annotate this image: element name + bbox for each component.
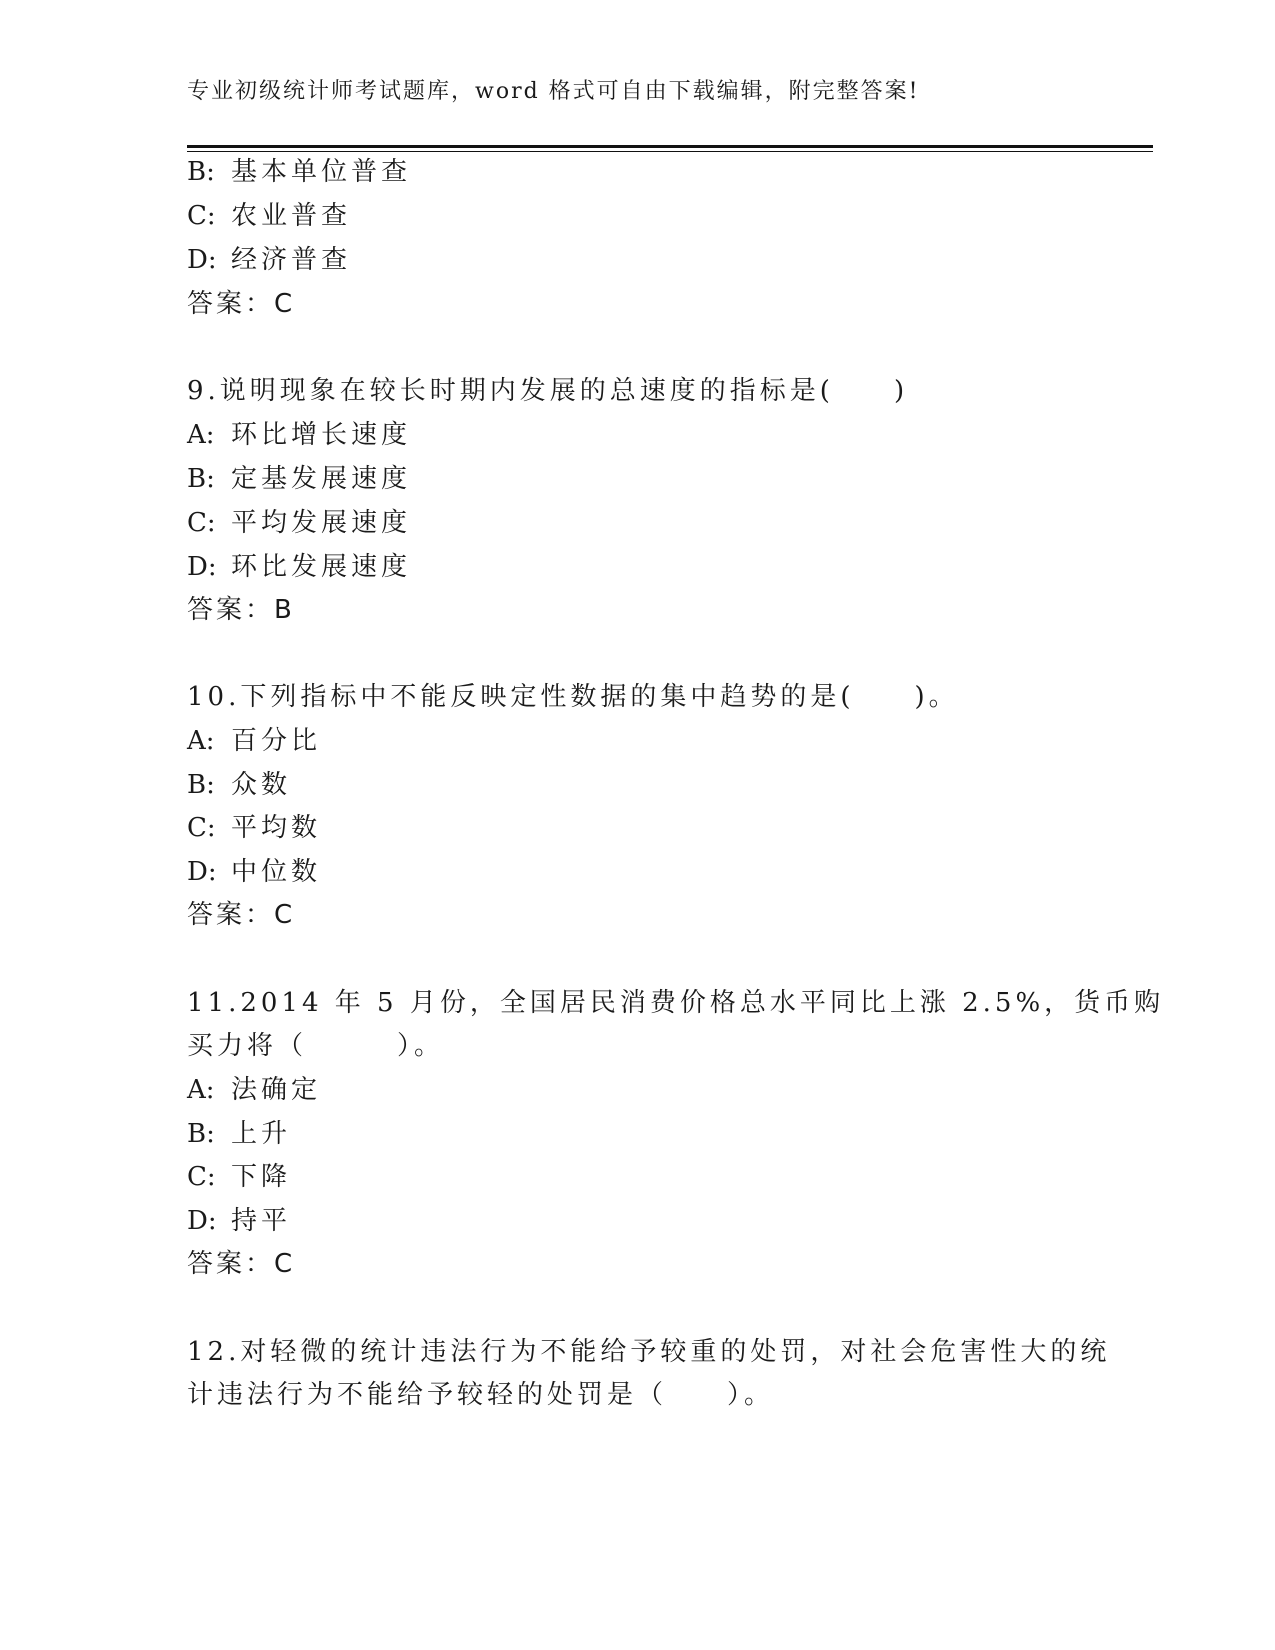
header-rule-thin xyxy=(187,151,1153,152)
option-line xyxy=(187,1117,291,1151)
option-letter: B: xyxy=(187,1119,215,1149)
option-line xyxy=(187,811,321,845)
option-letter: D: xyxy=(187,1206,217,1236)
option-line xyxy=(187,155,411,189)
answer-line: 答案：C xyxy=(187,289,296,319)
question-stem: 10.下列指标中不能反映定性数据的集中趋势的是( )。 xyxy=(187,682,959,712)
option-letter: C: xyxy=(187,1162,216,1192)
option-text: 基本单位普查 xyxy=(231,157,412,187)
option-line xyxy=(187,462,411,496)
option-letter: B: xyxy=(187,770,215,800)
option-line xyxy=(187,855,321,889)
option-letter: A: xyxy=(187,726,215,756)
question-stem-continued: 买力将（ ）。 xyxy=(187,1031,445,1061)
header-rule-thick xyxy=(187,145,1153,148)
option-text: 中位数 xyxy=(231,857,322,887)
option-line xyxy=(187,1073,321,1107)
question-stem-continued: 计违法行为不能给予较轻的处罚是（ ）。 xyxy=(187,1380,775,1410)
option-text: 平均数 xyxy=(231,813,322,843)
option-letter: B: xyxy=(187,157,215,187)
option-line xyxy=(187,550,411,584)
question-stem: 9.说明现象在较长时期内发展的总速度的指标是( ) xyxy=(187,376,909,406)
answer-line: 答案：C xyxy=(187,900,296,930)
option-line xyxy=(187,1204,291,1238)
option-letter: A: xyxy=(187,420,215,450)
option-text: 下降 xyxy=(231,1162,292,1192)
option-line xyxy=(187,243,351,277)
option-line xyxy=(187,418,411,452)
option-line xyxy=(187,768,291,802)
option-text: 众数 xyxy=(231,770,292,800)
answer-line: 答案：C xyxy=(187,1249,296,1279)
option-line xyxy=(187,724,321,758)
option-letter: D: xyxy=(187,857,217,887)
option-letter: D: xyxy=(187,245,217,275)
answer-line: 答案：B xyxy=(187,595,295,625)
option-letter: C: xyxy=(187,813,216,843)
option-letter: D: xyxy=(187,552,217,582)
option-text: 定基发展速度 xyxy=(231,464,412,494)
option-text: 经济普查 xyxy=(231,245,352,275)
option-line xyxy=(187,199,351,233)
option-text: 环比增长速度 xyxy=(231,420,412,450)
question-stem: 12.对轻微的统计违法行为不能给予较重的处罚，对社会危害性大的统 xyxy=(187,1337,1111,1367)
option-text: 法确定 xyxy=(231,1075,322,1105)
option-letter: A: xyxy=(187,1075,215,1105)
option-text: 平均发展速度 xyxy=(231,508,412,538)
option-letter: C: xyxy=(187,201,216,231)
header-note: 专业初级统计师考试题库，word 格式可自由下载编辑，附完整答案! xyxy=(187,79,920,104)
option-line xyxy=(187,506,411,540)
option-text: 环比发展速度 xyxy=(231,552,412,582)
option-text: 农业普查 xyxy=(231,201,352,231)
option-text: 持平 xyxy=(231,1206,292,1236)
option-letter: C: xyxy=(187,508,216,538)
option-line xyxy=(187,1160,291,1194)
option-text: 上升 xyxy=(231,1119,292,1149)
question-stem: 11.2014 年 5 月份，全国居民消费价格总水平同比上涨 2.5%，货币购 xyxy=(187,988,1165,1018)
option-text: 百分比 xyxy=(231,726,322,756)
option-letter: B: xyxy=(187,464,215,494)
